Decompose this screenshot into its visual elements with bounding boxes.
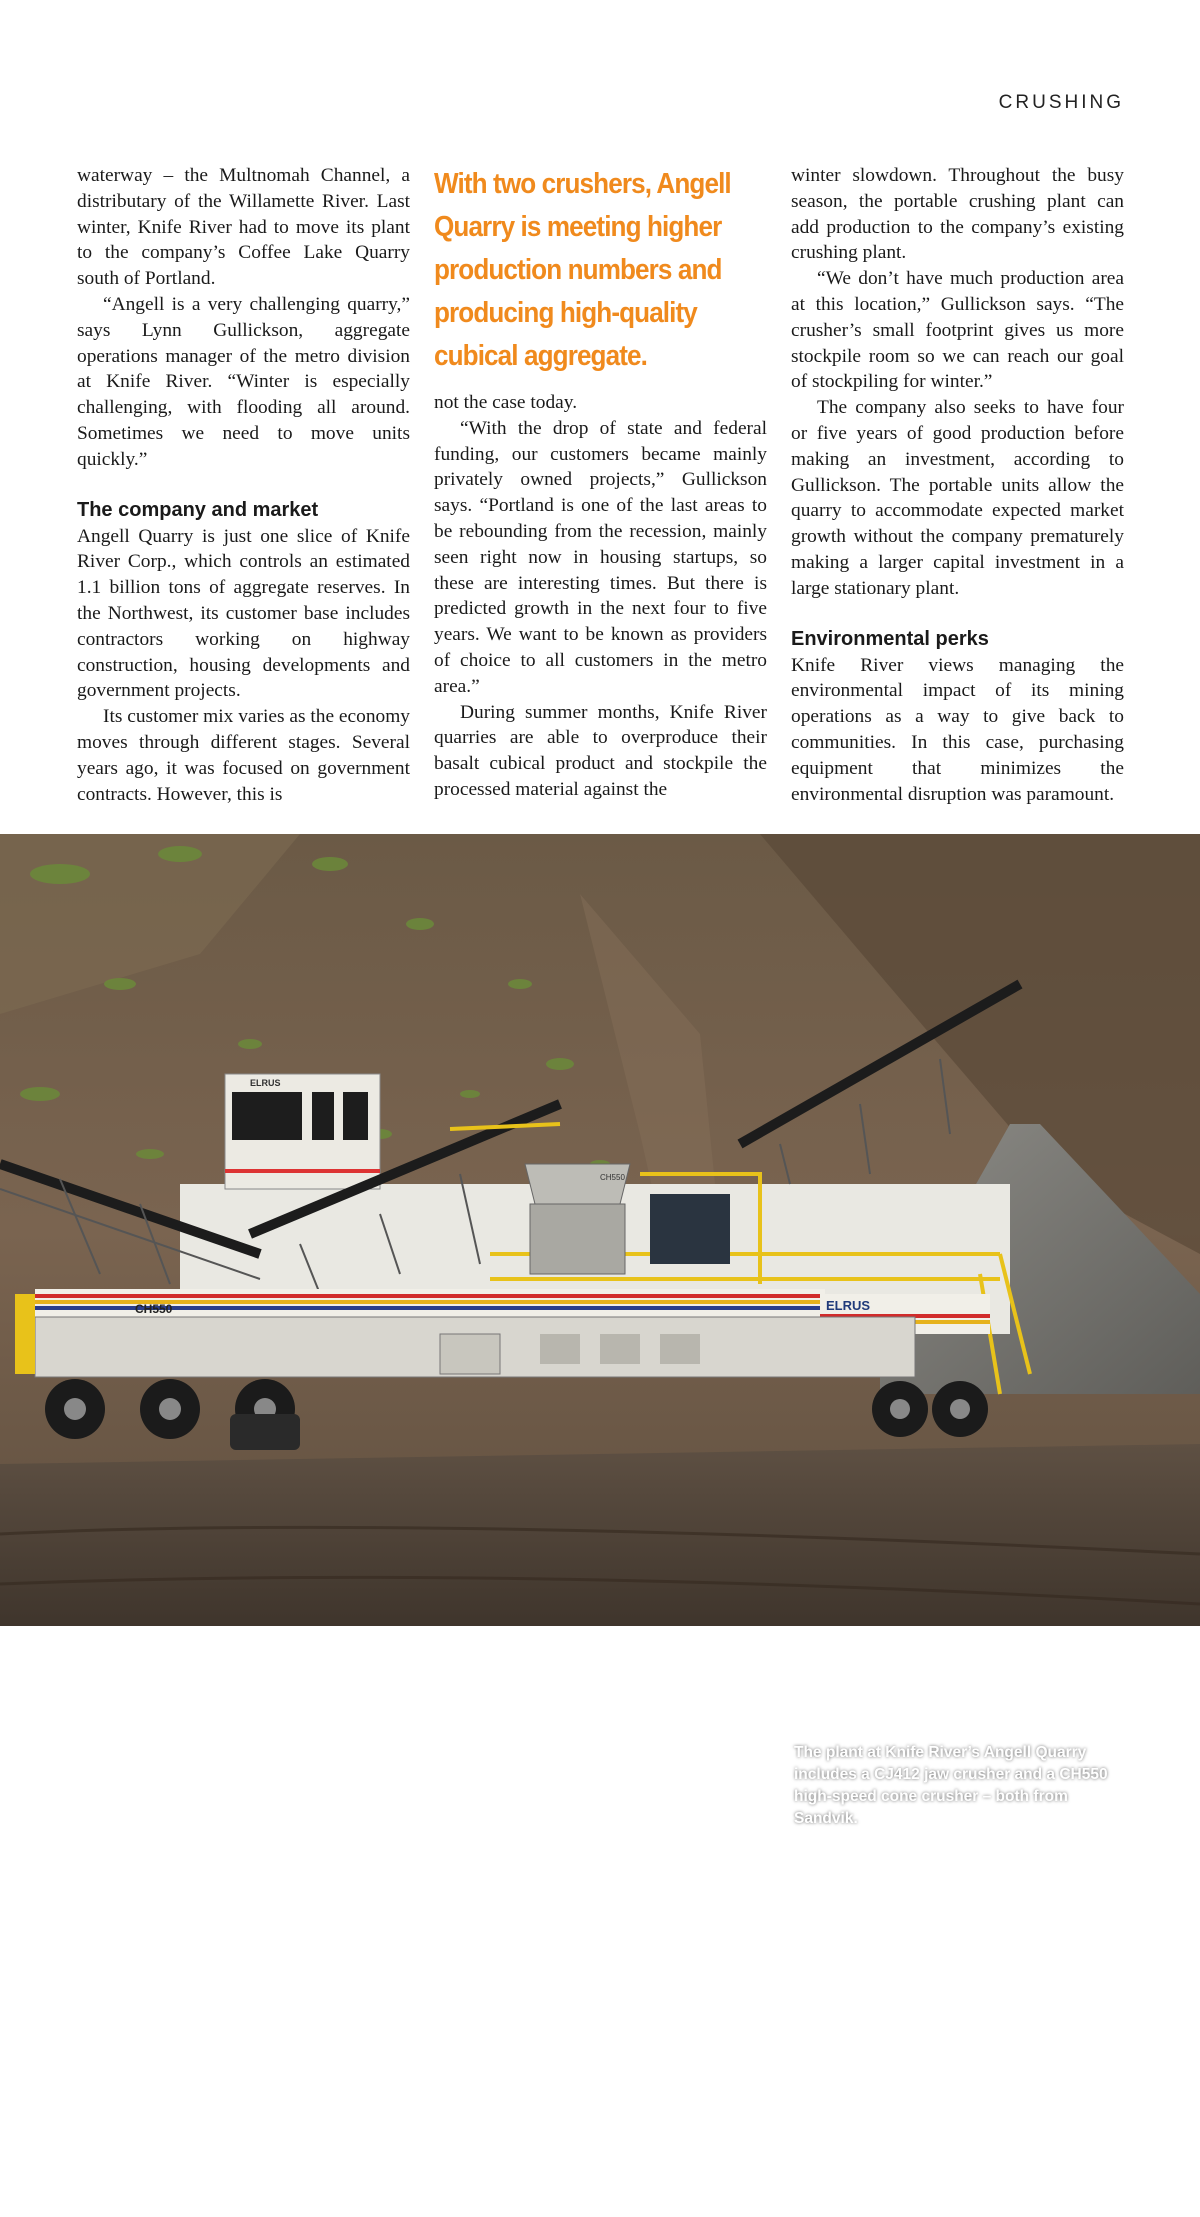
section-label: CRUSHING: [998, 92, 1124, 113]
page-footer: [937, 2194, 1124, 2217]
text-column-1: [77, 163, 410, 807]
subheading: The company and market: [77, 498, 319, 521]
paragraph: Knife River views managing the environmental impact of its mining operations as a way to give back to communities. In this case, purchasing equipment that minimizes the environmental disruption was paramount.: [791, 654, 1124, 805]
svg-text:ELRUS: ELRUS: [826, 1298, 871, 1313]
paragraph: not the case today.: [434, 392, 578, 413]
text-column-3: [791, 163, 1124, 807]
text-column-2: [434, 163, 767, 803]
paragraph: winter slowdown. Throughout the busy season, the portable crushing plant can add production to the company’s existing crushing plant.: [791, 165, 1124, 264]
paragraph: Angell Quarry is just one slice of Knife River Corp., which controls an estimated 1.1 billion tons of aggregate reserves. In the Northwest, its customer base includes contractors working on highway construction, housing developments and government projects.: [77, 525, 410, 702]
cone-crusher: [525, 1164, 630, 1204]
paragraph: Its customer mix varies as the economy moves through different stages. Several years ago, it was focused on government contracts. However, this is: [77, 706, 410, 805]
pull-quote: With two crushers, Angell Quarry is meeting higher production numbers and producing high-quality cubical aggregate.: [434, 168, 731, 372]
paragraph: “Angell is a very challenging quarry,” says Lynn Gullickson, aggregate operations manager of the metro division at Knife River. “Winter is especially challenging, with flooding all around. Sometimes we need to move units quickly.”: [77, 293, 410, 470]
ground: [0, 1444, 1200, 1626]
photo-caption: The plant at Knife River’s Angell Quarry includes a CJ412 jaw crusher and a CH550 high-speed cone crusher – both from Sandvik.: [794, 1744, 1108, 1827]
paragraph: “With the drop of state and federal funding, our customers became mainly privately owned projects,” Gullickson says. “Portland is one of the last areas to be rebounding from the recession, mainly seen right now in housing startups, so these are interesting times. But there is predicted growth in the next four to five years. We want to be known as providers of choice to all customers in the metro area.”: [434, 417, 767, 697]
subheading: Environmental perks: [791, 627, 989, 650]
paragraph: The company also seeks to have four or five years of good production before making an investment, according to Gullickson. The portable units allow the quarry to accommodate expected market growth without the company prematurely making a larger capital investment in a large stationary plant.: [791, 397, 1124, 599]
issue-date: December 2017: [936, 2199, 1040, 2214]
svg-text:CH550: CH550: [600, 1173, 625, 1182]
motor: [650, 1194, 730, 1264]
magazine-name: PP&E: [1047, 2196, 1094, 2215]
svg-text:CH550: CH550: [135, 1302, 173, 1316]
paragraph: waterway – the Multnomah Channel, a distributary of the Willamette River. Last winter, Knife River had to move its plant to the company’s Coffee Lake Quarry south of Portland.: [77, 165, 410, 290]
page-number: 23: [1101, 2194, 1124, 2216]
svg-text:ELRUS: ELRUS: [250, 1078, 281, 1088]
paragraph: During summer months, Knife River quarries are able to overproduce their basalt cubical product and stockpile the processed material against the: [434, 701, 767, 800]
paragraph: “We don’t have much production area at this location,” Gullickson says. “The crusher’s small footprint gives us more stockpile room so we can reach our goal of stockpiling for winter.”: [791, 268, 1124, 393]
quarry-photo: [0, 834, 1200, 2216]
